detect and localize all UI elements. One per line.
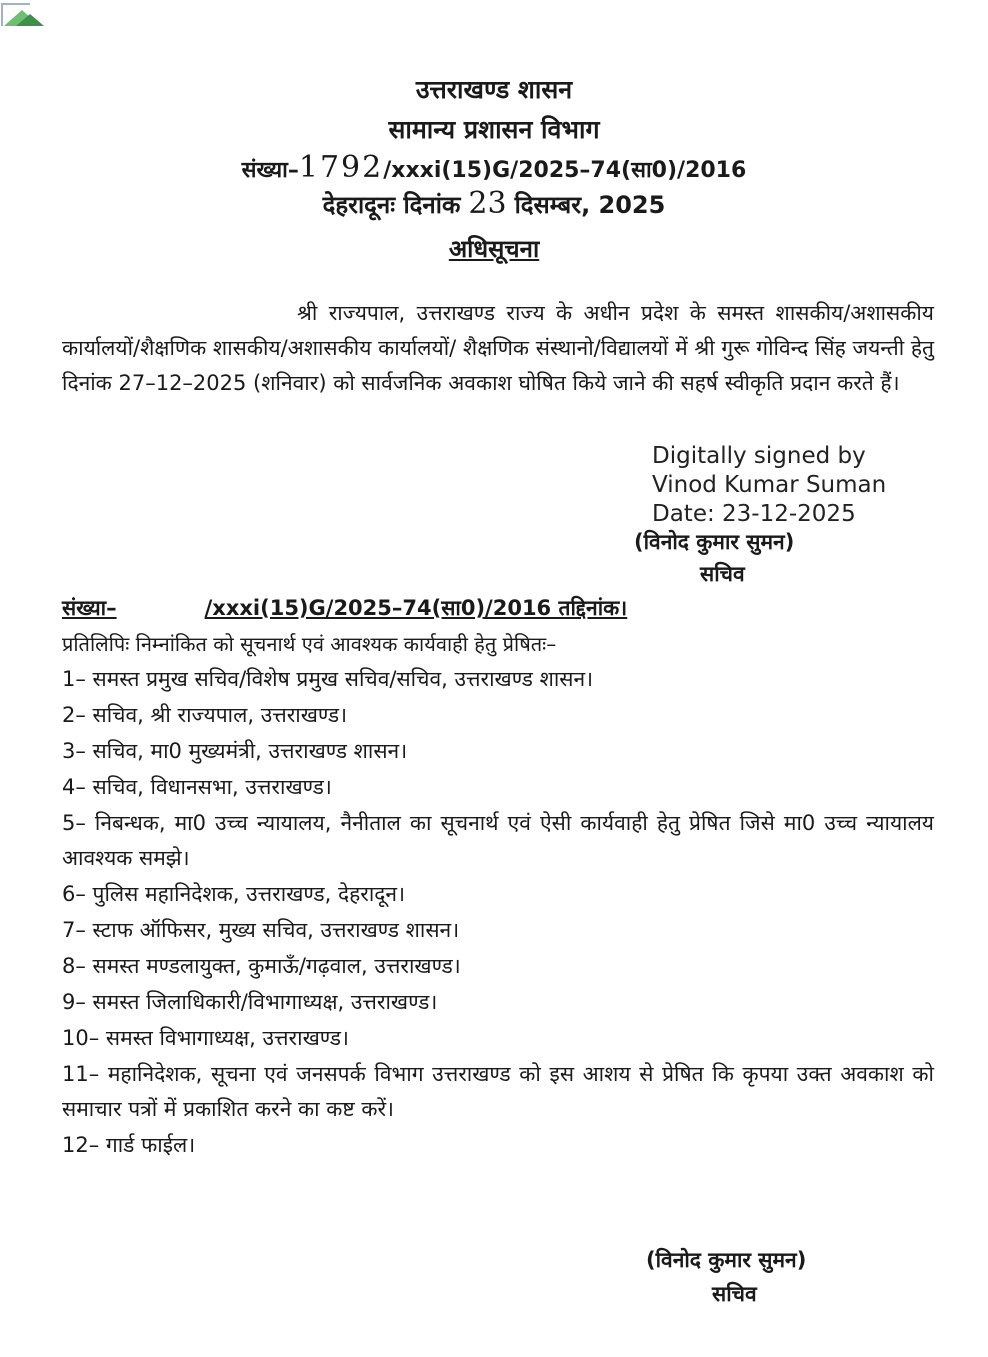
reference-prefix: संख्या– <box>241 158 299 183</box>
list-item: 2– सचिव, श्री राज्यपाल, उत्तराखण्ड। <box>62 703 348 727</box>
reference-number <box>0 150 988 185</box>
broken-image-icon <box>0 0 44 28</box>
list-item: 9– समस्त जिलाधिकारी/विभागाध्यक्ष, उत्तराखण्ड। <box>62 990 438 1014</box>
department-title: सामान्य प्रशासन विभाग <box>388 115 600 144</box>
government-title: उत्तराखण्ड शासन <box>415 75 573 104</box>
list-item: 11– महानिदेशक, सूचना एवं जनसपर्क विभाग उत्तराखण्ड को इस आशय से प्रेषित कि कृपया उक्त अवकाश को समाचार पत्रों में प्रकाशित करने का कष्ट करें। <box>62 1062 934 1121</box>
notice-title: अधिसूचना <box>448 235 540 263</box>
copy-label: प्रतिलिपिः निम्नांकित को सूचनार्थ एवं आवश्यक कार्यवाही हेतु प्रेषितः– <box>62 632 557 656</box>
date-handwritten-day: 23 <box>468 186 507 221</box>
signatory-name-bottom: (विनोद कुमार सुमन) <box>646 1248 807 1272</box>
list-item: 7– स्टाफ ऑफिसर, मुख्य सचिव, उत्तराखण्ड शासन। <box>62 918 460 942</box>
digital-signature-stamp <box>652 442 886 529</box>
list-item: 6– पुलिस महानिदेशक, उत्तराखण्ड, देहरादून। <box>62 882 406 906</box>
notification-body: श्री राज्यपाल, उत्तराखण्ड राज्य के अधीन प्रदेश के समस्त शासकीय/अशासकीय कार्यालयों/शैक्षणिक शासकीय/अशासकीय कार्यालयों/ शैक्षणिक संस्थानो/विद्यालयों में श्री गुरू गोविन्द सिंह जयन्ती हेतु दिनांक 27–12–2025 (शनिवार) को सार्वजनिक अवकाश घोषित किये जाने की सहर्ष स्वीकृति प्रदान करते हैं। <box>62 301 934 395</box>
reference-suffix: /xxxi(15)G/2025–74(सा0)/2016 <box>383 158 747 183</box>
place-date-suffix: दिसम्बर, 2025 <box>514 191 666 219</box>
digital-signature-line1: Digitally signed by <box>652 443 866 469</box>
place-date-line <box>0 186 988 221</box>
signatory-name-top: (विनोद कुमार सुमन) <box>634 530 795 554</box>
place-date-prefix: देहरादूनः दिनांक <box>322 191 461 219</box>
reference-handwritten-number: 1792 <box>298 150 384 185</box>
copy-reference-suffix: /xxxi(15)G/2025–74(सा0)/2016 तद्दिनांक। <box>204 596 628 620</box>
digital-signature-line3: Date: 23-12-2025 <box>652 501 856 527</box>
list-item: 1– समस्त प्रमुख सचिव/विशेष प्रमुख सचिव/सचिव, उत्तराखण्ड शासन। <box>62 667 594 691</box>
signatory-title-top: सचिव <box>700 562 745 586</box>
list-item: 8– समस्त मण्डलायुक्त, कुमाऊँ/गढ़वाल, उत्तराखण्ड। <box>62 954 461 978</box>
list-item: 5– निबन्धक, मा0 उच्च न्यायालय, नैनीताल का सूचनार्थ एवं ऐसी कार्यवाही हेतु प्रेषित जिसे मा0 उच्च न्यायालय आवश्यक समझे। <box>62 811 934 870</box>
recipient-list <box>62 662 934 1164</box>
list-item: 12– गार्ड फाईल। <box>62 1133 196 1157</box>
copy-reference-prefix: संख्या– <box>62 596 117 620</box>
copy-reference-line <box>62 594 627 622</box>
list-item: 10– समस्त विभागाध्यक्ष, उत्तराखण्ड। <box>62 1026 349 1050</box>
list-item: 4– सचिव, विधानसभा, उत्तराखण्ड। <box>62 775 332 799</box>
signatory-title-bottom: सचिव <box>712 1282 757 1306</box>
digital-signature-line2: Vinod Kumar Suman <box>652 472 887 498</box>
list-item: 3– सचिव, मा0 मुख्यमंत्री, उत्तराखण्ड शासन। <box>62 739 408 763</box>
